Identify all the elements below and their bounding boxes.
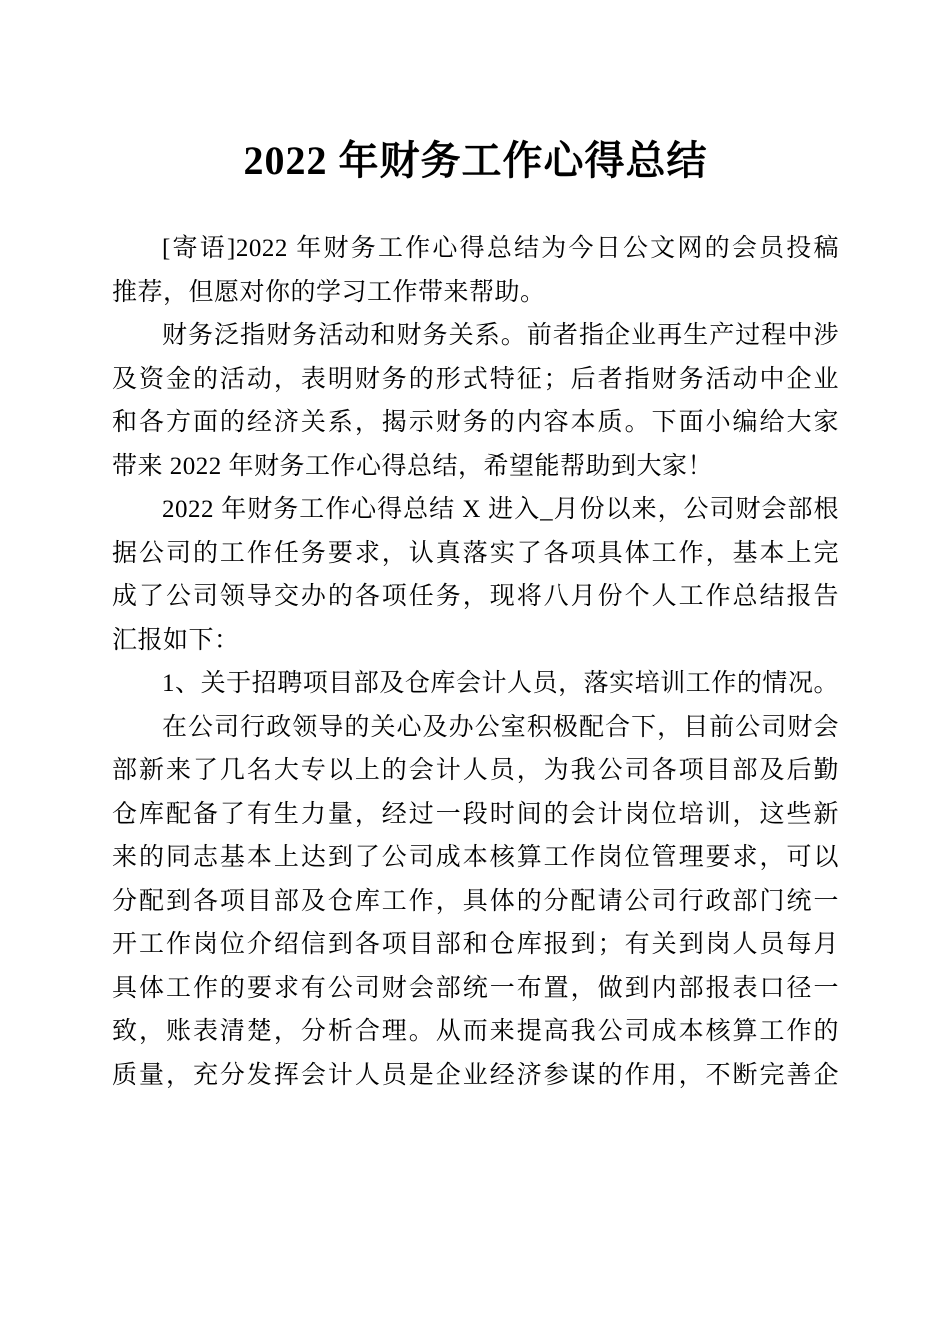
text-line: 成了公司领导交办的各项任务，现将八月份个人工作总结报告 — [112, 583, 839, 610]
text-line: [寄语]2022 年财务工作心得总结为今日公文网的会员投稿 — [162, 235, 839, 262]
text-line: 在公司行政领导的关心及办公室积极配合下，目前公司财会 — [162, 713, 839, 741]
text-line: 据公司的工作任务要求，认真落实了各项具体工作，基本上完 — [112, 539, 839, 567]
document-title: 2022 年财务工作心得总结 — [243, 138, 708, 183]
document-body — [112, 227, 839, 1097]
text-line: 具体工作的要求有公司财会部统一布置，做到内部报表口径一 — [112, 974, 839, 1002]
text-line: 仓库配备了有生力量，经过一段时间的会计岗位培训，这些新 — [112, 800, 839, 828]
text-line: 开工作岗位介绍信到各项目部和仓库报到；有关到岗人员每月 — [112, 931, 839, 958]
text-line: 致，账表清楚，分析合理。从而来提高我公司成本核算工作的 — [112, 1018, 839, 1045]
text-line: 带来 2022 年财务工作心得总结，希望能帮助到大家！ — [112, 452, 714, 480]
text-line: 推荐，但愿对你的学习工作带来帮助。 — [112, 278, 546, 306]
text-line: 财务泛指财务活动和财务关系。前者指企业再生产过程中涉 — [162, 322, 839, 349]
text-line: 来的同志基本上达到了公司成本核算工作岗位管理要求，可以 — [112, 844, 839, 871]
text-line: 及资金的活动，表明财务的形式特征；后者指财务活动中企业 — [112, 365, 839, 393]
text-line: 1、关于招聘项目部及仓库会计人员，落实培训工作的情况。 — [162, 670, 839, 697]
text-line: 分配到各项目部及仓库工作，具体的分配请公司行政部门统一 — [112, 887, 839, 915]
text-line: 质量，充分发挥会计人员是企业经济参谋的作用，不断完善企 — [112, 1061, 839, 1089]
text-line: 部新来了几名大专以上的会计人员，为我公司各项目部及后勤 — [112, 757, 839, 784]
text-line: 汇报如下： — [112, 626, 240, 654]
text-line: 2022 年财务工作心得总结 X 进入_月份以来，公司财会部根 — [162, 496, 839, 523]
text-line: 和各方面的经济关系，揭示财务的内容本质。下面小编给大家 — [112, 409, 839, 436]
